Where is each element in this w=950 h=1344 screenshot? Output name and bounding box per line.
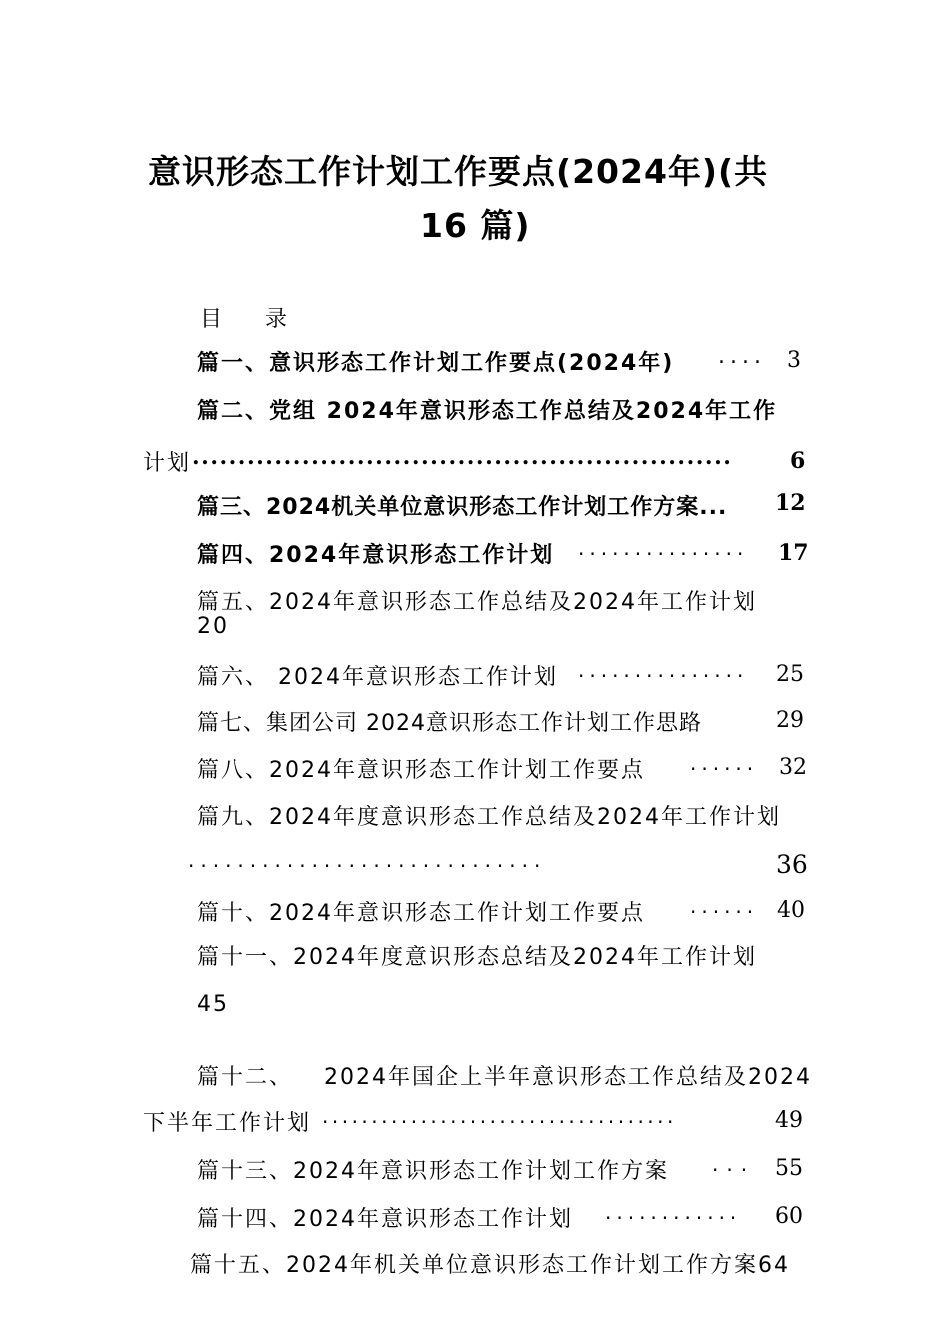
toc-entry-5-page: 20 — [197, 614, 229, 639]
toc-entry-7-page: 29 — [776, 708, 804, 733]
toc-heading: 目 录 — [200, 307, 305, 332]
toc-entry-12-leader: .................................... — [322, 1104, 677, 1128]
toc-entry-1-page: 3 — [787, 348, 801, 373]
toc-entry-4-page: 17 — [778, 540, 809, 566]
toc-entry-2-leader: ........................................................... — [192, 444, 733, 470]
toc-entry-3-page: 12 — [775, 490, 806, 516]
toc-entry-10-title[interactable]: 篇十、2024年意识形态工作计划工作要点 — [197, 901, 645, 926]
toc-entry-12-title[interactable]: 篇十二、 2024年国企上半年意识形态工作总结及2024 — [197, 1065, 812, 1090]
toc-entry-14-leader: ............ — [605, 1200, 742, 1224]
toc-entry-10-leader: ...... — [690, 894, 759, 918]
toc-entry-12-page: 49 — [775, 1108, 803, 1133]
toc-entry-14-page: 60 — [775, 1204, 803, 1229]
toc-entry-8-title[interactable]: 篇八、2024年意识形态工作计划工作要点 — [197, 758, 645, 783]
toc-entry-8-page: 32 — [779, 755, 807, 780]
toc-entry-7-title[interactable]: 篇七、集团公司 2024意识形态工作计划工作思路 — [197, 711, 702, 736]
toc-entry-2-page: 6 — [790, 448, 806, 474]
toc-entry-11-title[interactable]: 篇十一、2024年度意识形态总结及2024年工作计划 — [197, 945, 757, 970]
toc-entry-10-page: 40 — [777, 898, 805, 923]
toc-entry-14-title[interactable]: 篇十四、2024年意识形态工作计划 — [197, 1207, 573, 1232]
toc-entry-8-leader: ...... — [690, 751, 759, 775]
toc-entry-6-leader: ............... — [578, 658, 749, 682]
toc-entry-13-title[interactable]: 篇十三、2024年意识形态工作计划工作方案 — [197, 1159, 669, 1184]
toc-entry-1-leader: .... — [718, 344, 766, 369]
toc-entry-9-page: 36 — [776, 850, 808, 879]
toc-entry-13-leader: ... — [712, 1152, 756, 1176]
toc-entry-11-page: 45 — [197, 992, 229, 1017]
toc-entry-4-leader: ............... — [578, 536, 749, 560]
toc-entry-5-title[interactable]: 篇五、2024年意识形态工作总结及2024年工作计划 — [197, 590, 757, 615]
toc-entry-6-title[interactable]: 篇六、 2024年意识形态工作计划 — [197, 665, 558, 690]
title-line-2: 16 篇) — [420, 206, 531, 245]
toc-entry-2-title-cont: 计划 — [143, 451, 192, 476]
toc-entry-6-page: 25 — [776, 662, 804, 687]
toc-entry-4-title[interactable]: 篇四、2024年意识形态工作计划 — [197, 543, 555, 568]
toc-entry-1-title[interactable]: 篇一、意识形态工作计划工作要点(2024年) — [197, 351, 675, 376]
toc-entry-13-page: 55 — [775, 1156, 803, 1181]
toc-entry-2-title[interactable]: 篇二、党组 2024年意识形态工作总结及2024年工作 — [197, 399, 778, 424]
toc-entry-3-title[interactable]: 篇三、2024机关单位意识形态工作计划工作方案... — [197, 495, 728, 520]
toc-entry-9-title[interactable]: 篇九、2024年度意识形态工作总结及2024年工作计划 — [197, 805, 781, 830]
toc-entry-9-leader: ............................. — [188, 848, 547, 872]
title-line-1: 意识形态工作计划工作要点(2024年)(共 — [148, 152, 769, 191]
toc-entry-15-title[interactable]: 篇十五、2024年机关单位意识形态工作计划工作方案64 — [190, 1253, 790, 1278]
toc-entry-12-title-cont: 下半年工作计划 — [143, 1111, 312, 1136]
